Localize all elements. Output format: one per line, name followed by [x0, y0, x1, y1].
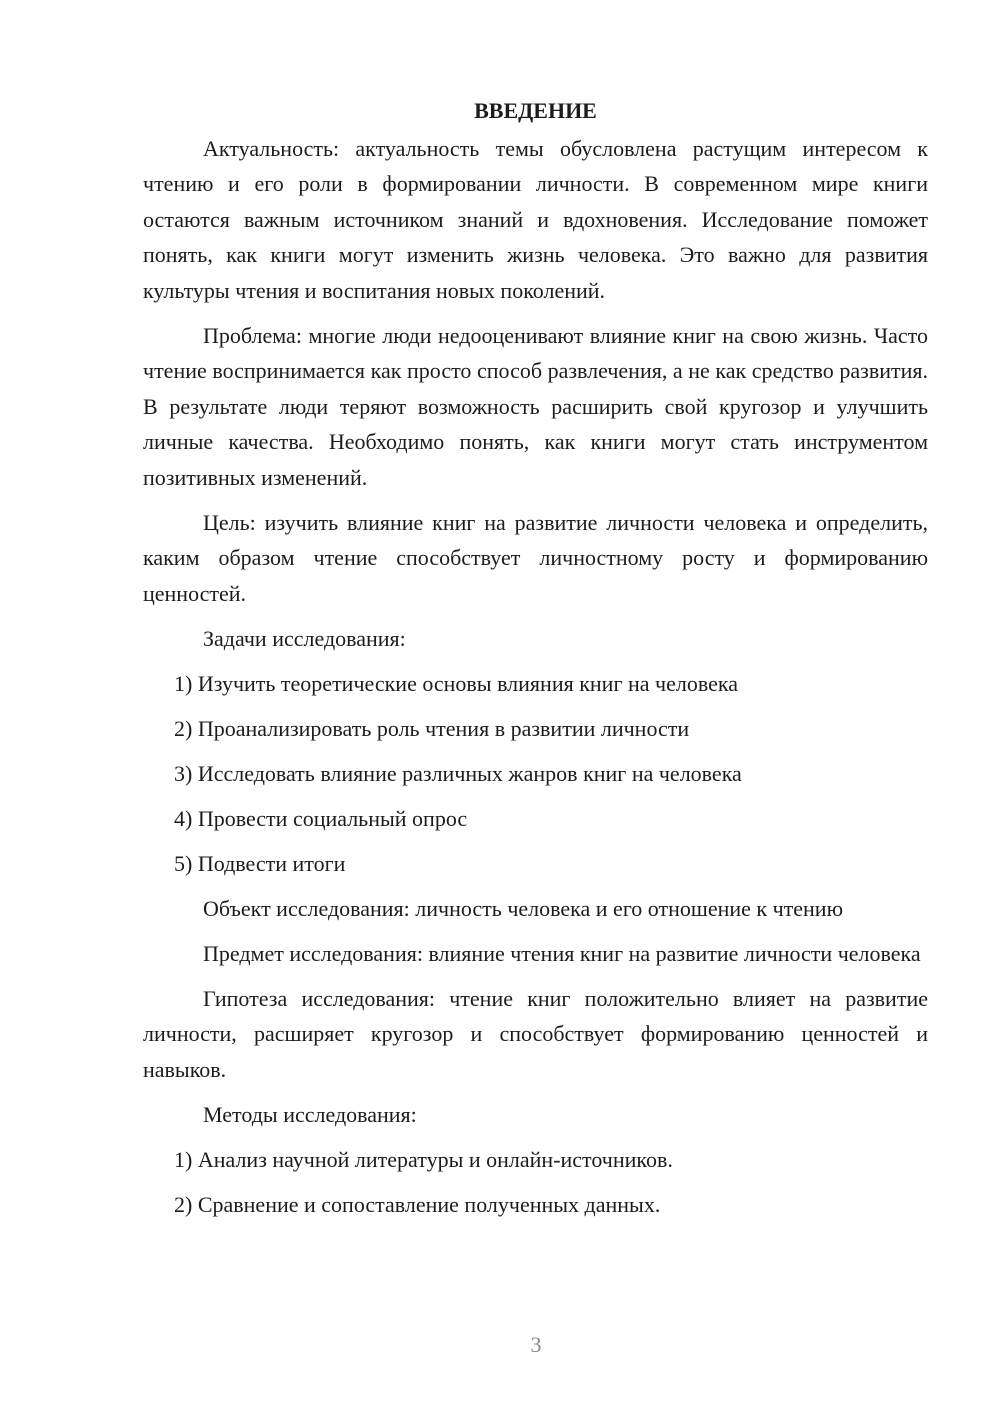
relevance-paragraph: Актуальность: актуальность темы обусловлена растущим интересом к чтению и его роли в формировании личности. В современном мире книги остаются важным источником знаний и вдохновения. Исследование поможет понять, как книги могут изменить жизнь человека. Это важно для развития культуры чтения и воспитания новых поколений.: [143, 135, 928, 303]
goal-paragraph: Цель: изучить влияние книг на развитие личности человека и определить, каким образом чтение способствует личностному росту и формированию ценностей.: [143, 509, 928, 606]
subject-paragraph: Предмет исследования: влияние чтения книг на развитие личности человека: [203, 940, 921, 966]
page-title: ВВЕДЕНИЕ: [474, 98, 597, 123]
page-content: [143, 93, 928, 1232]
tasks-heading: Задачи исследования:: [203, 625, 406, 651]
task-item-2: 2) Проанализировать роль чтения в развитии личности: [174, 715, 690, 741]
methods-heading: Методы исследования:: [203, 1101, 417, 1127]
method-item-2: 2) Сравнение и сопоставление полученных данных.: [174, 1191, 661, 1217]
task-item-4: 4) Провести социальный опрос: [174, 805, 468, 831]
task-item-5: 5) Подвести итоги: [174, 850, 346, 876]
object-paragraph: Объект исследования: личность человека и его отношение к чтению: [203, 895, 844, 921]
methods-list: [143, 1142, 928, 1223]
task-item-1: 1) Изучить теоретические основы влияния книг на человека: [174, 670, 738, 696]
problem-paragraph: Проблема: многие люди недооценивают влияние книг на свою жизнь. Часто чтение воспринимается как просто способ развлечения, а не как средство развития. В результате люди теряют возможность расширить свой кругозор и улучшить личные качества. Необходимо понять, как книги могут стать инструментом позитивных изменений.: [143, 322, 928, 490]
method-item-1: 1) Анализ научной литературы и онлайн-источников.: [174, 1146, 673, 1172]
task-item-3: 3) Исследовать влияние различных жанров книг на человека: [174, 760, 742, 786]
page-number: 3: [530, 1332, 542, 1357]
hypothesis-paragraph: Гипотеза исследования: чтение книг положительно влияет на развитие личности, расширяет кругозор и способствует формированию ценностей и навыков.: [143, 985, 928, 1082]
tasks-list: [143, 666, 928, 882]
